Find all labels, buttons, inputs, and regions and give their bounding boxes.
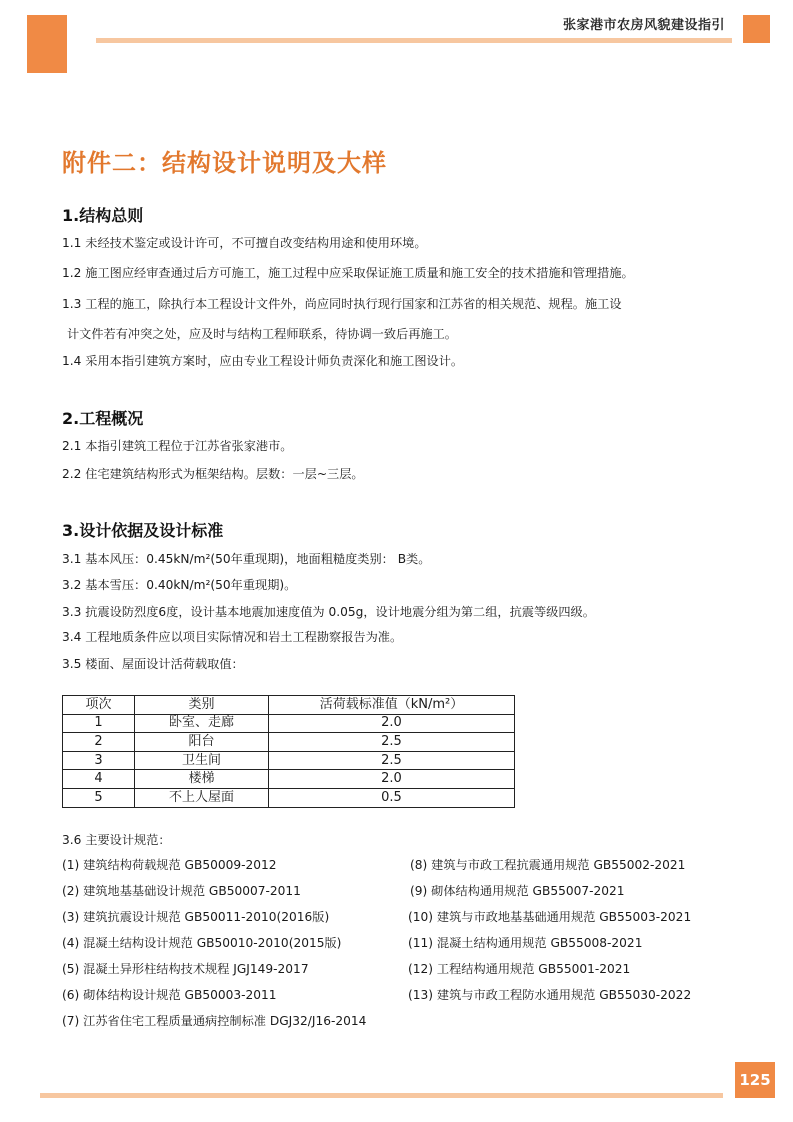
section-1-line-4: 计文件若有冲突之处，应及时与结构工程师联系，待协调一致后再施工。 xyxy=(67,327,457,341)
table-header-cell: 类别 xyxy=(135,696,269,715)
table-cell: 2.0 xyxy=(269,770,515,789)
header-accent-block-left xyxy=(27,15,67,73)
table-row xyxy=(63,714,515,733)
section-1-line-2: 1.2 施工图应经审查通过后方可施工，施工过程中应采取保证施工质量和施工安全的技术措施和管理措施。 xyxy=(62,266,634,280)
standard-item: (2) 建筑地基基础设计规范 GB50007-2011 xyxy=(62,884,301,898)
table-header-cell: 项次 xyxy=(63,696,135,715)
table-header-cell: 活荷载标准值（kN/m²） xyxy=(269,696,515,715)
table-row xyxy=(63,751,515,770)
table-cell: 1 xyxy=(63,714,135,733)
footer-rule xyxy=(40,1093,723,1098)
table-cell: 阳台 xyxy=(135,733,269,752)
standard-item: (7) 江苏省住宅工程质量通病控制标准 DGJ32/J16-2014 xyxy=(62,1014,367,1028)
section-1-line-3: 1.3 工程的施工，除执行本工程设计文件外，尚应同时执行现行国家和江苏省的相关规范、规程。施工设 xyxy=(62,297,622,311)
standard-item: (9) 砌体结构通用规范 GB55007-2021 xyxy=(410,884,625,898)
standards-title: 3.6 主要设计规范： xyxy=(62,833,171,847)
section-2-line-1: 2.1 本指引建筑工程位于江苏省张家港市。 xyxy=(62,439,293,453)
table-cell: 3 xyxy=(63,751,135,770)
section-2-title: 2.工程概况 xyxy=(62,409,144,428)
standard-item: (12) 工程结构通用规范 GB55001-2021 xyxy=(408,962,631,976)
section-3-line-1: 3.1 基本风压：0.45kN/m²(50年重现期)，地面粗糙度类别： B类。 xyxy=(62,552,431,566)
header-accent-block-right xyxy=(743,15,770,43)
page-number: 125 xyxy=(735,1062,775,1098)
section-3-title: 3.设计依据及设计标准 xyxy=(62,521,224,540)
section-3-line-3: 3.3 抗震设防烈度6度，设计基本地震加速度值为 0.05g，设计地震分组为第二组，抗震等级四级。 xyxy=(62,605,595,619)
table-cell: 2.5 xyxy=(269,751,515,770)
table-row xyxy=(63,733,515,752)
standard-item: (11) 混凝土结构通用规范 GB55008-2021 xyxy=(408,936,643,950)
header-title: 张家港市农房风貌建设指引 xyxy=(562,18,725,33)
table-row xyxy=(63,788,515,807)
section-2-line-2: 2.2 住宅建筑结构形式为框架结构。层数：一层~三层。 xyxy=(62,467,364,481)
table-cell: 2.0 xyxy=(269,714,515,733)
table-cell: 楼梯 xyxy=(135,770,269,789)
standard-item: (1) 建筑结构荷载规范 GB50009-2012 xyxy=(62,858,277,872)
table-cell: 4 xyxy=(63,770,135,789)
table-cell: 2 xyxy=(63,733,135,752)
table-row xyxy=(63,770,515,789)
standard-item: (3) 建筑抗震设计规范 GB50011-2010(2016版) xyxy=(62,910,330,924)
table-cell: 5 xyxy=(63,788,135,807)
section-1-line-1: 1.1 未经技术鉴定或设计许可，不可擅自改变结构用途和使用环境。 xyxy=(62,236,427,250)
table-header-row xyxy=(63,696,515,715)
standard-item: (8) 建筑与市政工程抗震通用规范 GB55002-2021 xyxy=(410,858,686,872)
section-1-title: 1.结构总则 xyxy=(62,206,144,225)
table-cell: 2.5 xyxy=(269,733,515,752)
section-3-line-2: 3.2 基本雪压：0.40kN/m²(50年重现期)。 xyxy=(62,578,297,592)
standard-item: (10) 建筑与市政地基基础通用规范 GB55003-2021 xyxy=(408,910,692,924)
section-1-line-5: 1.4 采用本指引建筑方案时，应由专业工程设计师负责深化和施工图设计。 xyxy=(62,354,464,368)
table-cell: 卫生间 xyxy=(135,751,269,770)
standard-item: (5) 混凝土异形柱结构技术规程 JGJ149-2017 xyxy=(62,962,309,976)
page-title: 附件二：结构设计说明及大样 xyxy=(62,149,387,177)
live-load-table xyxy=(62,695,515,808)
section-3-line-5: 3.5 楼面、屋面设计活荷载取值： xyxy=(62,657,244,671)
standard-item: (4) 混凝土结构设计规范 GB50010-2010(2015版) xyxy=(62,936,342,950)
header-rule xyxy=(96,38,732,43)
table-cell: 不上人屋面 xyxy=(135,788,269,807)
table-cell: 0.5 xyxy=(269,788,515,807)
standard-item: (6) 砌体结构设计规范 GB50003-2011 xyxy=(62,988,277,1002)
standard-item: (13) 建筑与市政工程防水通用规范 GB55030-2022 xyxy=(408,988,692,1002)
section-3-line-4: 3.4 工程地质条件应以项目实际情况和岩土工程勘察报告为准。 xyxy=(62,630,403,644)
table-cell: 卧室、走廊 xyxy=(135,714,269,733)
